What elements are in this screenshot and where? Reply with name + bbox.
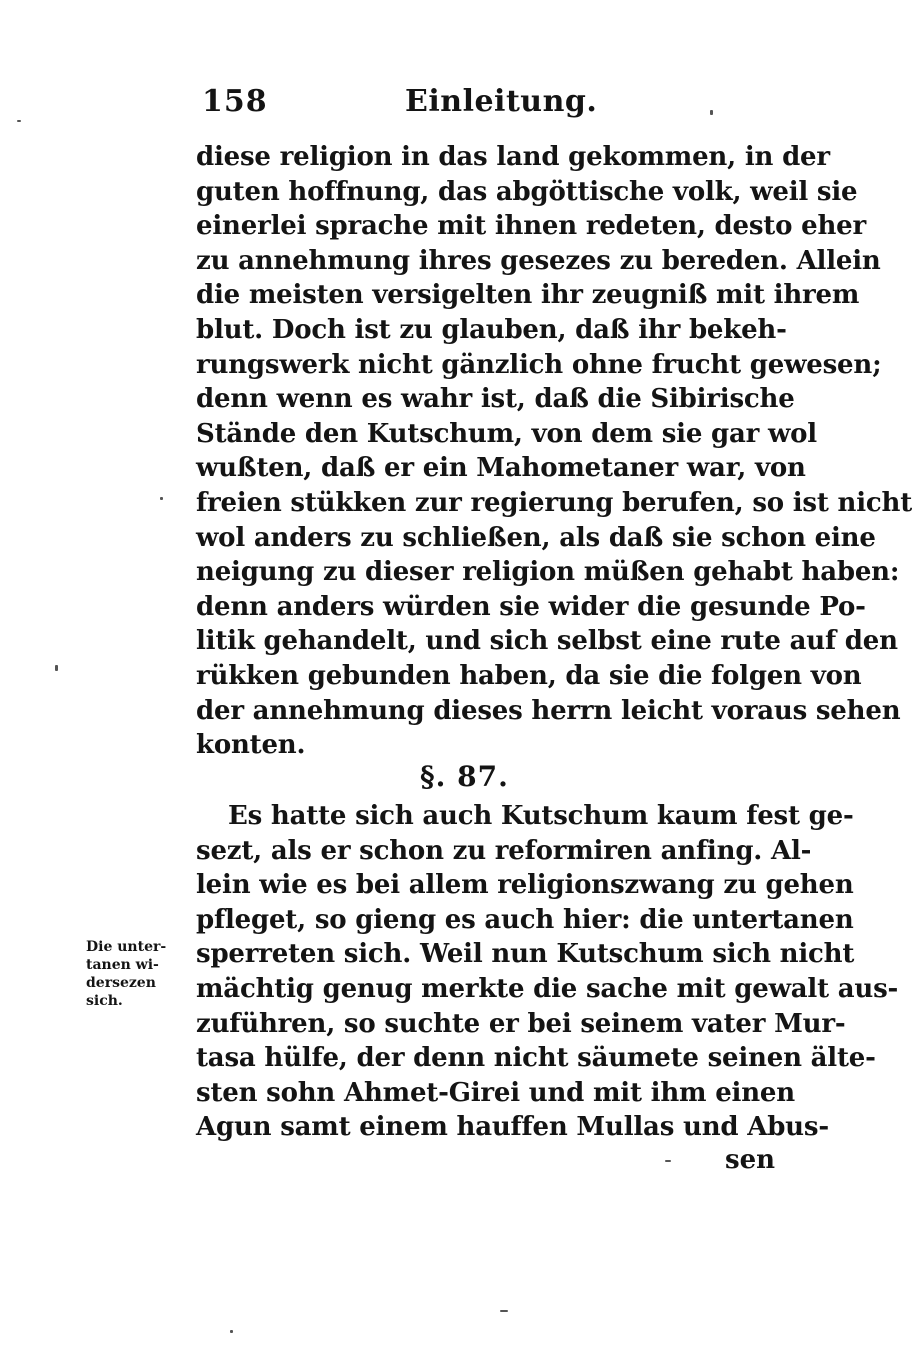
catchword: sen [725, 1145, 776, 1175]
scan-speck [55, 665, 58, 671]
text-line: Agun samt einem hauffen Mullas und Abus- [196, 1112, 829, 1143]
text-line: wol anders zu schließen, als daß sie schon eine [196, 522, 876, 553]
text-line: denn wenn es wahr ist, daß die Sibirische [196, 384, 795, 415]
text-line: blut. Doch ist zu glauben, daß ihr bekeh- [196, 314, 787, 345]
marginal-note [86, 938, 186, 1010]
scan-speck [500, 1310, 508, 1312]
marginal-note-line: Die unter- [86, 939, 167, 955]
text-line: pfleget, so gieng es auch hier: die untertanen [196, 904, 854, 935]
text-line: denn anders würden sie wider die gesunde Po- [196, 591, 866, 622]
text-line: der annehmung dieses herrn leicht voraus sehen [196, 695, 901, 726]
scan-speck [160, 497, 163, 500]
paragraph-1 [196, 140, 912, 763]
text-line: rungswerk nicht gänzlich ohne frucht gewesen; [196, 349, 882, 380]
text-line: tasa hülfe, der denn nicht säumete seinen älte- [196, 1043, 876, 1074]
text-line: sperreten sich. Weil nun Kutschum sich nicht [196, 939, 855, 970]
scan-speck [665, 1160, 671, 1162]
running-head: Einleitung. [405, 84, 598, 119]
text-line: guten hoffnung, das abgöttische volk, weil sie [196, 176, 858, 207]
page-number: 158 [202, 84, 268, 119]
text-line: sten sohn Ahmet-Girei und mit ihm einen [196, 1077, 795, 1108]
section-heading: §. 87. [420, 760, 509, 793]
scan-speck [17, 120, 21, 122]
paragraph-2 [196, 799, 899, 1145]
text-line: zuführen, so suchte er bei seinem vater Mur- [196, 1008, 846, 1039]
text-line: lein wie es bei allem religionszwang zu gehen [196, 870, 854, 901]
text-line: litik gehandelt, und sich selbst eine rute auf den [196, 626, 898, 657]
text-line: die meisten versigelten ihr zeugniß mit ihrem [196, 280, 860, 311]
text-line: neigung zu dieser religion müßen gehabt haben: [196, 557, 900, 588]
text-line: diese religion in das land gekommen, in der [196, 142, 830, 172]
text-line: mächtig genug merkte die sache mit gewalt aus- [196, 973, 899, 1004]
text-line: zu annehmung ihres gesezes zu bereden. Allein [196, 245, 881, 276]
text-line: sezt, als er schon zu reformiren anfing. Al- [196, 835, 812, 866]
text-line: freien stükken zur regierung berufen, so ist nicht [196, 487, 912, 518]
text-line: wußten, daß er ein Mahometaner war, von [196, 453, 806, 484]
marginal-note-line: tanen wi- [86, 957, 159, 973]
text-line: Es hatte sich auch Kutschum kaum fest ge- [228, 801, 854, 831]
scan-speck [710, 110, 713, 115]
page-header [190, 84, 750, 124]
text-line: konten. [196, 730, 306, 761]
text-line: rükken gebunden haben, da sie die folgen von [196, 660, 862, 691]
text-line: Stände den Kutschum, von dem sie gar wol [196, 418, 817, 449]
marginal-note-line: sich. [86, 993, 123, 1009]
scan-speck [230, 1330, 233, 1333]
text-line: einerlei sprache mit ihnen redeten, desto eher [196, 211, 866, 242]
marginal-note-line: dersezen [86, 975, 156, 991]
